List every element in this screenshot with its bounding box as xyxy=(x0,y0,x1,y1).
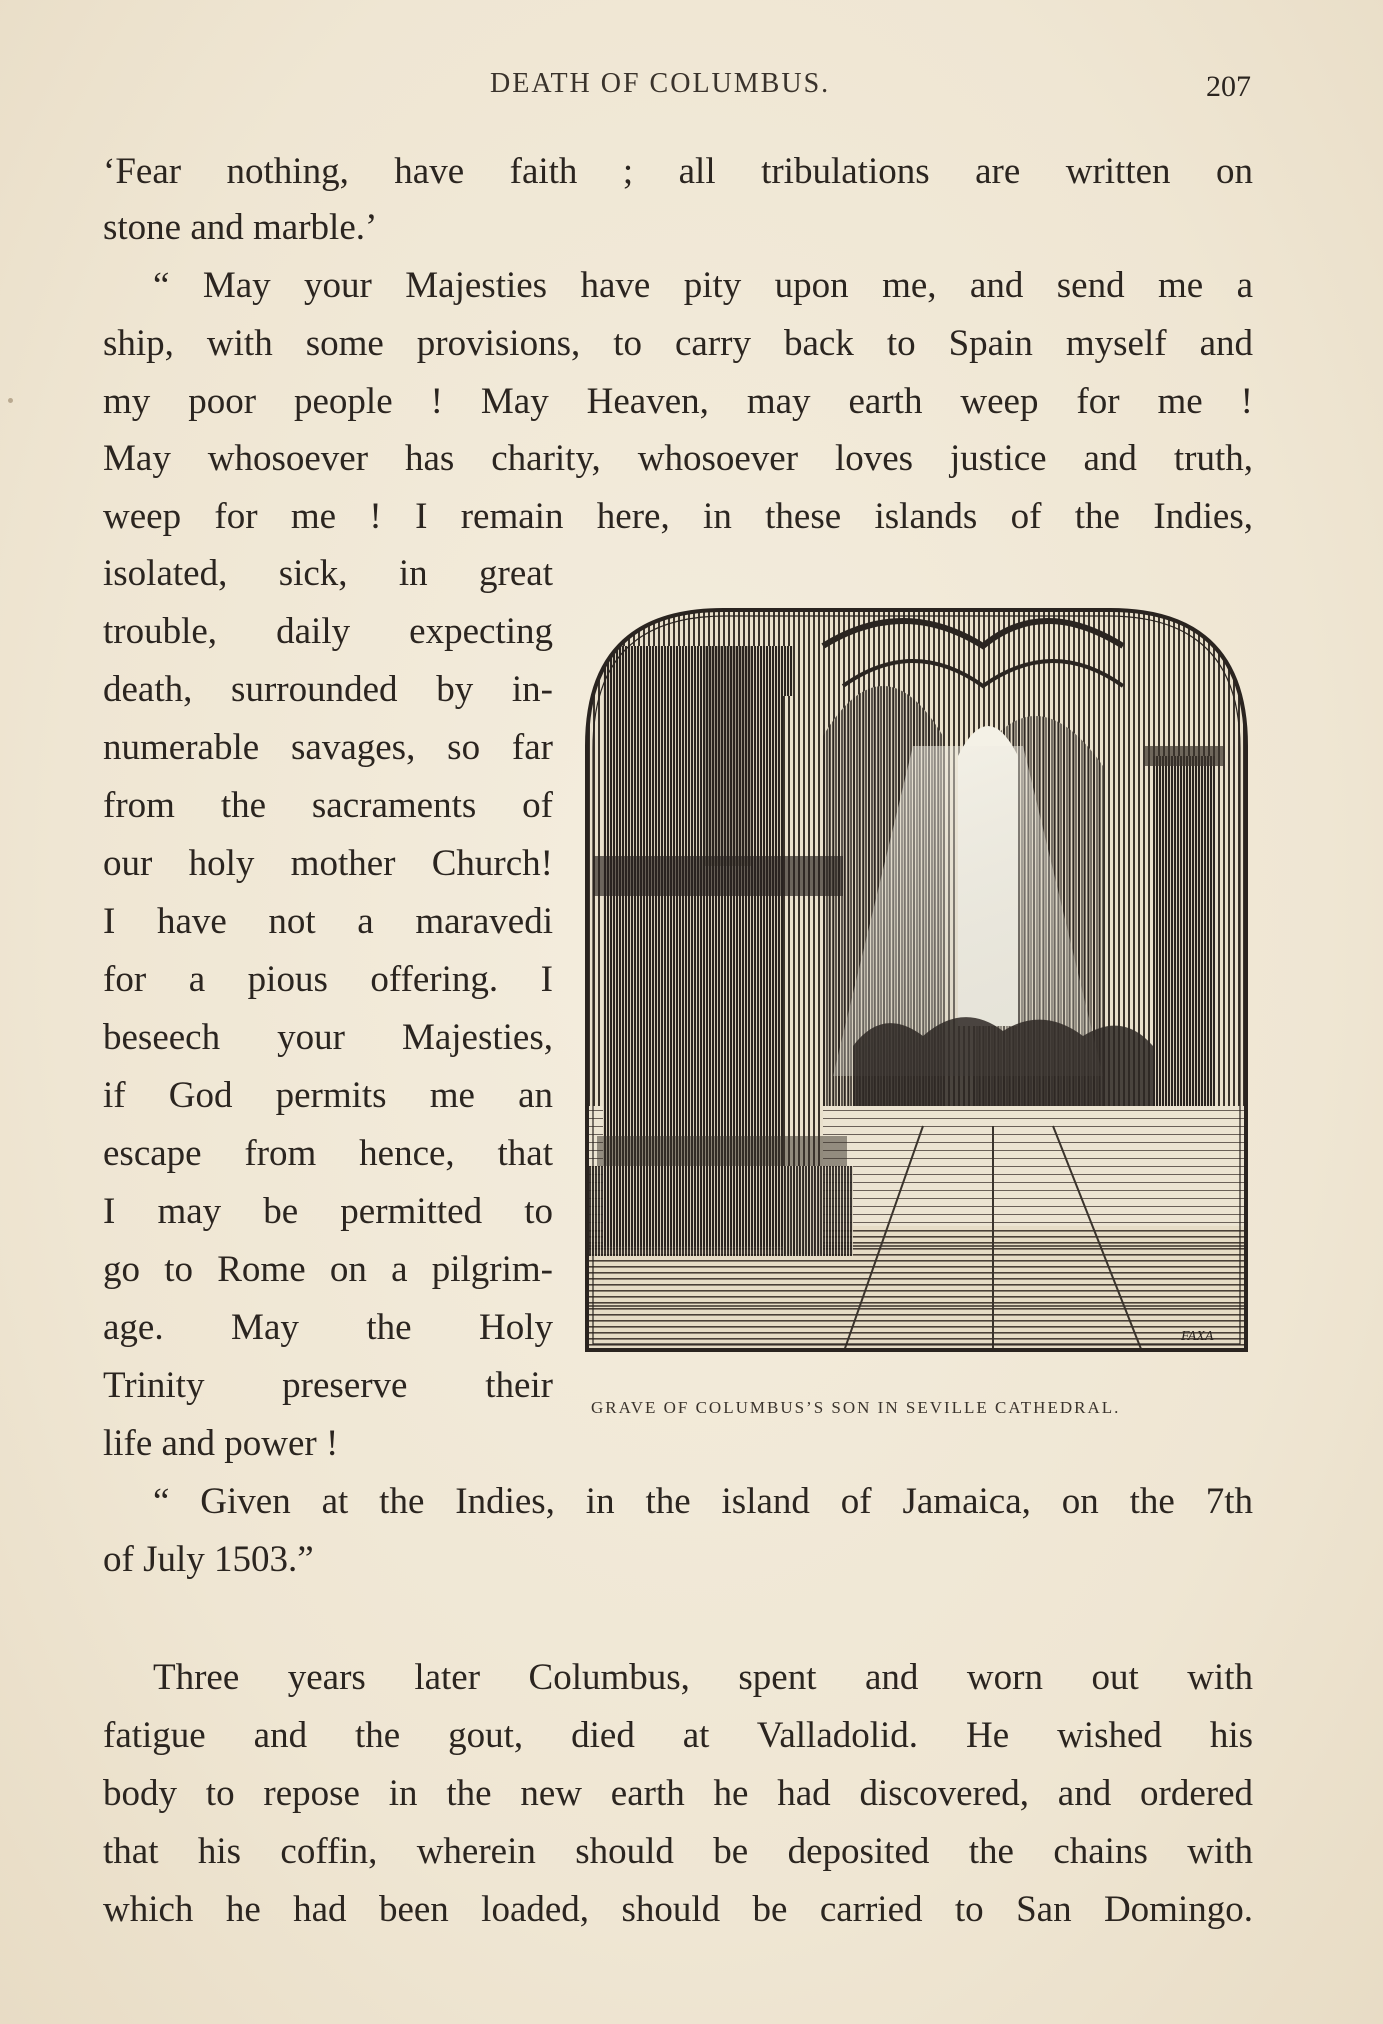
wrap-line: life and power ! xyxy=(103,1423,339,1464)
paragraph-line: that his coffin, wherein should be deposited the chains with xyxy=(103,1831,1253,1872)
paragraph-line: body to repose in the new earth he had discovered, and ordered xyxy=(103,1773,1253,1814)
wrap-line: numerable savages, so far xyxy=(103,727,553,768)
wrap-line: age. May the Holy xyxy=(103,1307,553,1348)
wrap-line: escape from hence, that xyxy=(103,1133,553,1174)
wrap-line: I have not a maravedi xyxy=(103,901,553,942)
body-line: weep for me ! I remain here, in these islands of the Indies, xyxy=(103,496,1253,537)
wrap-line: trouble, daily expecting xyxy=(103,611,553,652)
wrap-line: isolated, sick, in great xyxy=(103,553,553,594)
wrap-line: for a pious offering. I xyxy=(103,959,553,1000)
body-line: May whosoever has charity, whosoever loves justice and truth, xyxy=(103,438,1253,479)
cathedral-engraving xyxy=(583,606,1250,1354)
body-line: “ Given at the Indies, in the island of Jamaica, on the 7th xyxy=(153,1481,1253,1522)
wrap-line: go to Rome on a pilgrim- xyxy=(103,1249,553,1290)
wrap-line: our holy mother Church! xyxy=(103,843,553,884)
wrap-line: from the sacraments of xyxy=(103,785,553,826)
paragraph-line: Three years later Columbus, spent and worn out with xyxy=(153,1657,1253,1698)
body-line: “ May your Majesties have pity upon me, and send me a xyxy=(153,265,1253,306)
wrap-line: I may be permitted to xyxy=(103,1191,553,1232)
paragraph-line: fatigue and the gout, died at Valladolid. He wished his xyxy=(103,1715,1253,1756)
wrap-line: if God permits me an xyxy=(103,1075,553,1116)
page-number: 207 xyxy=(1206,70,1251,103)
paragraph-line: which he had been loaded, should be carried to San Domingo. xyxy=(103,1889,1253,1930)
body-line: ship, with some provisions, to carry back to Spain myself and xyxy=(103,323,1253,364)
body-line: ‘Fear nothing, have faith ; all tribulations are written on xyxy=(103,151,1253,192)
body-line: stone and marble.’ xyxy=(103,207,378,248)
wrap-line: death, surrounded by in- xyxy=(103,669,553,710)
figure-caption: GRAVE OF COLUMBUS’S SON IN SEVILLE CATHEDRAL. xyxy=(591,1398,1121,1417)
wrap-line: beseech your Majesties, xyxy=(103,1017,553,1058)
engraver-signature: FAXA xyxy=(1181,1329,1214,1344)
margin-speck xyxy=(8,398,13,403)
body-line: my poor people ! May Heaven, may earth weep for me ! xyxy=(103,381,1253,422)
body-line: of July 1503.” xyxy=(103,1539,314,1580)
running-title: DEATH OF COLUMBUS. xyxy=(490,68,831,99)
wrap-line: Trinity preserve their xyxy=(103,1365,553,1406)
